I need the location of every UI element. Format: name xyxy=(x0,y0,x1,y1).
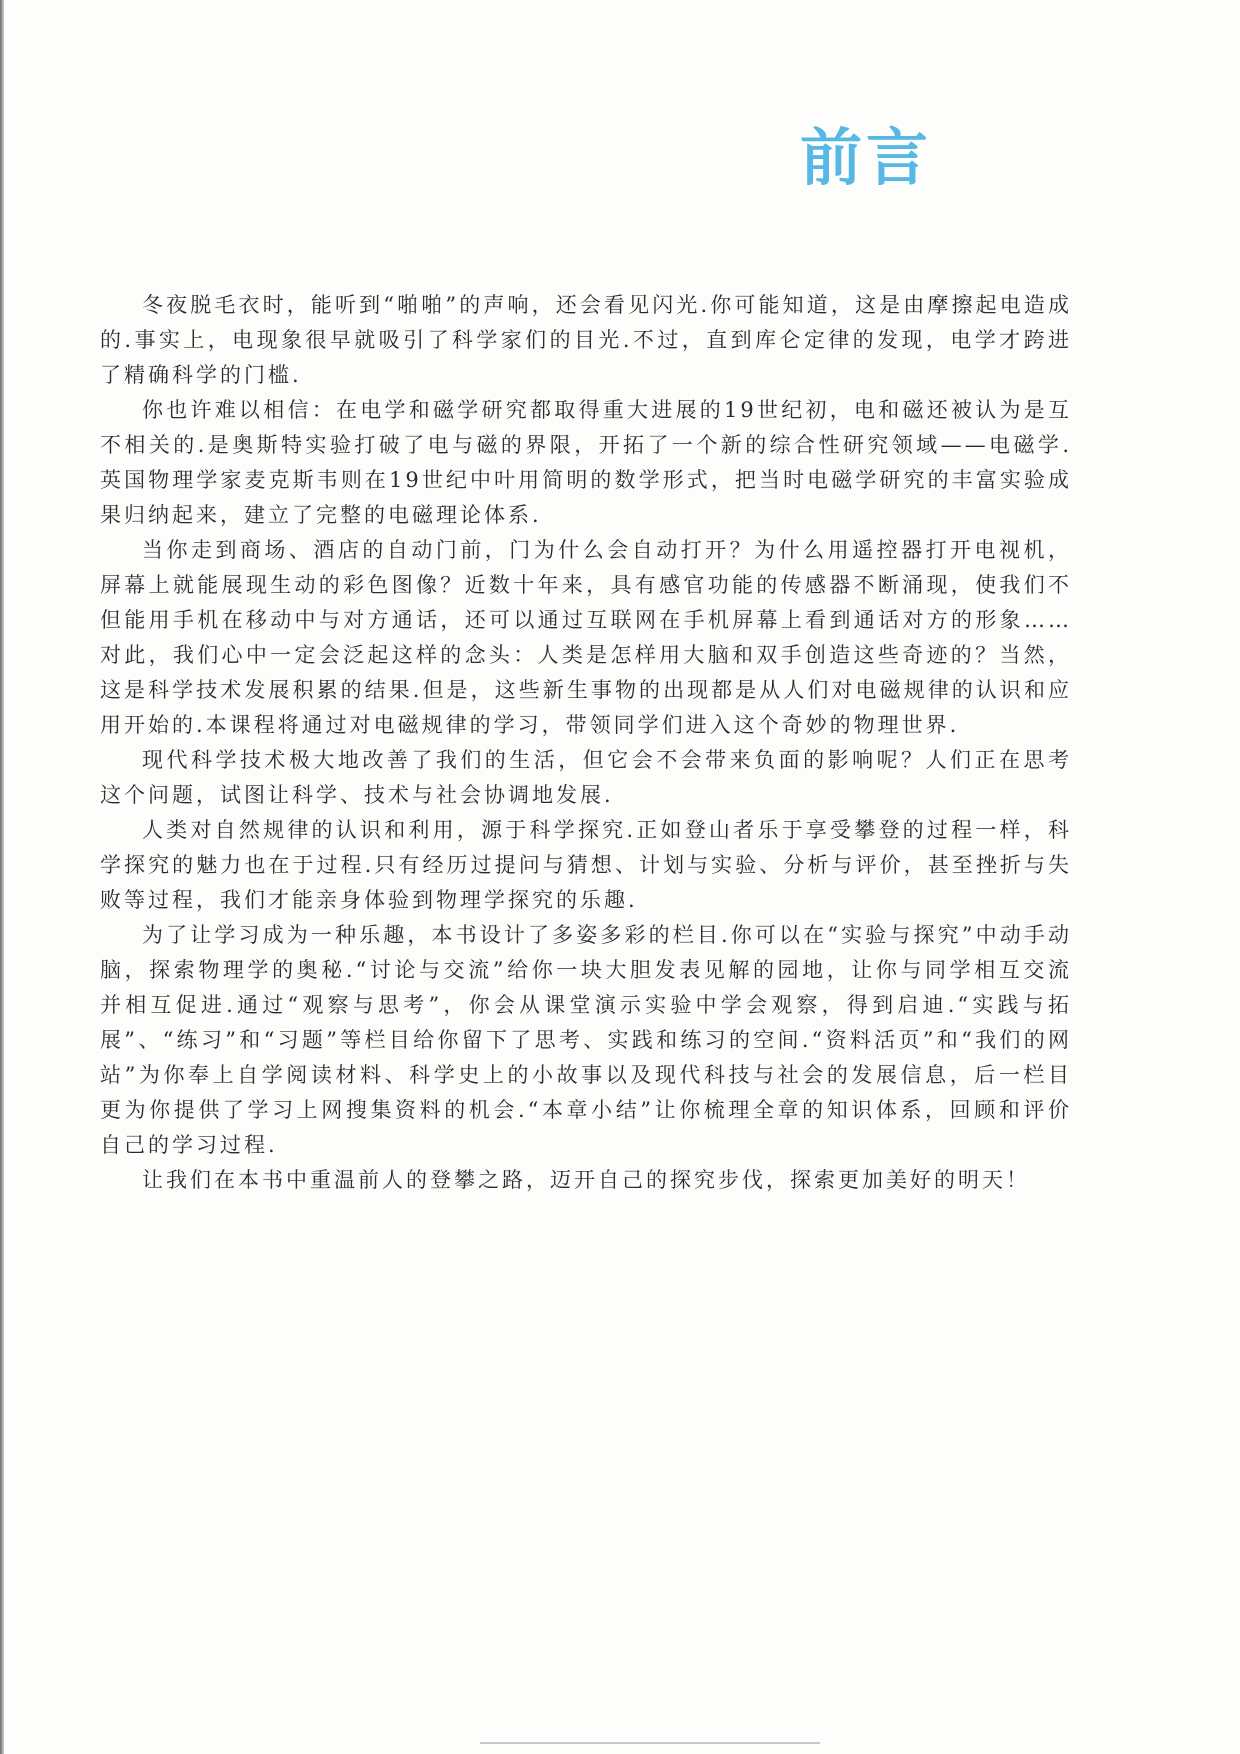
preface-body xyxy=(100,288,1072,1198)
bottom-rule xyxy=(480,1742,820,1744)
paragraph-4: 现代科学技术极大地改善了我们的生活，但它会不会带来负面的影响呢？人们正在思考这个问题，试图让科学、技术与社会协调地发展. xyxy=(100,748,1072,807)
page-title: 前言 xyxy=(800,121,933,194)
paragraph-1: 冬夜脱毛衣时，能听到“啪啪”的声响，还会看见闪光.你可能知道，这是由摩擦起电造成的.事实上，电现象很早就吸引了科学家们的目光.不过，直到库仑定律的发现，电学才跨进了精确科学的门槛. xyxy=(100,293,1072,387)
paragraph-6: 为了让学习成为一种乐趣，本书设计了多姿多彩的栏目.你可以在“实验与探究”中动手动脑，探索物理学的奥秘.“讨论与交流”给你一块大胆发表见解的园地，让你与同学相互交流并相互促进.通过“观察与思考”，你会从课堂演示实验中学会观察，得到启迪.“实践与拓展”、“练习”和“习题”等栏目给你留下了思考、实践和练习的空间.“资料活页”和“我们的网站”为你奉上自学阅读材料、科学史上的小故事以及现代科技与社会的发展信息，后一栏目更为你提供了学习上网搜集资料的机会.“本章小结”让你梳理全章的知识体系，回顾和评价自己的学习过程. xyxy=(100,923,1072,1157)
paragraph-5: 人类对自然规律的认识和利用，源于科学探究.正如登山者乐于享受攀登的过程一样，科学探究的魅力也在于过程.只有经历过提问与猜想、计划与实验、分析与评价，甚至挫折与失败等过程，我们才能亲身体验到物理学探究的乐趣. xyxy=(100,818,1072,912)
paragraph-7: 让我们在本书中重温前人的登攀之路，迈开自己的探究步伐，探索更加美好的明天！ xyxy=(142,1168,1030,1192)
paragraph-3: 当你走到商场、酒店的自动门前，门为什么会自动打开？为什么用遥控器打开电视机，屏幕上就能展现生动的彩色图像？近数十年来，具有感官功能的传感器不断涌现，使我们不但能用手机在移动中与对方通话，还可以通过互联网在手机屏幕上看到通话对方的形象……对此，我们心中一定会泛起这样的念头：人类是怎样用大脑和双手创造这些奇迹的？当然，这是科学技术发展积累的结果.但是，这些新生事物的出现都是从人们对电磁规律的认识和应用开始的.本课程将通过对电磁规律的学习，带领同学们进入这个奇妙的物理世界. xyxy=(100,538,1072,737)
paragraph-2: 你也许难以相信：在电学和磁学研究都取得重大进展的19世纪初，电和磁还被认为是互不相关的.是奥斯特实验打破了电与磁的界限，开拓了一个新的综合性研究领域——电磁学.英国物理学家麦克斯韦则在19世纪中叶用简明的数学形式，把当时电磁学研究的丰富实验成果归纳起来，建立了完整的电磁理论体系. xyxy=(100,398,1072,527)
page-left-edge xyxy=(0,0,4,1754)
